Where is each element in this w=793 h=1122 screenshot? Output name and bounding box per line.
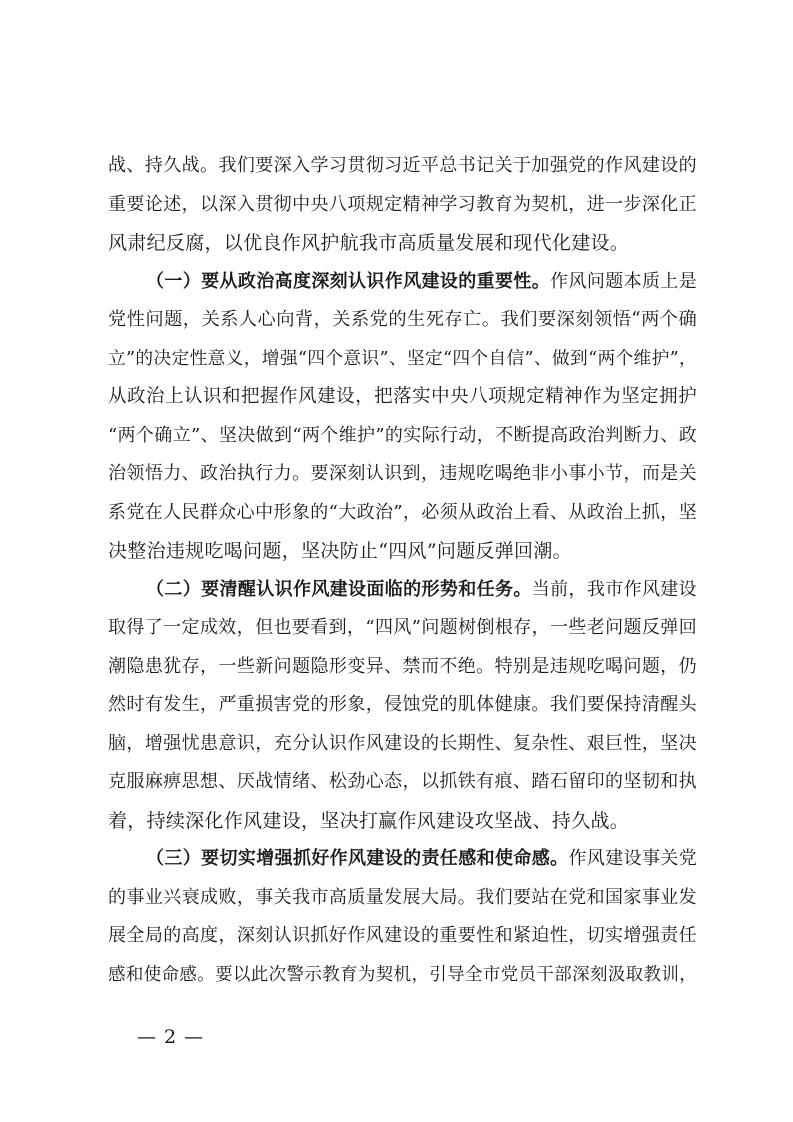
text-line: 取得了一定成效，但也要看到，“四风”问题树倒根存，一些老问题反弹回 bbox=[108, 617, 697, 638]
text-line: 重要论述，以深入贯彻中央八项规定精神学习教育为契机，进一步深化正 bbox=[108, 193, 697, 215]
text-line: 党性问题，关系人心向背，关系党的生死存亡。我们要深刻领悟“两个确 bbox=[108, 309, 697, 330]
text-line: 克服麻痹思想、厌战情绪、松劲心态，以抓铁有痕、踏石留印的坚韧和执 bbox=[108, 771, 697, 792]
text-line: 展全局的高度，深刻认识抓好作风建设的重要性和紧迫性，切实增强责任 bbox=[108, 925, 697, 946]
text-line: 风肃纪反腐，以优良作风护航我市高质量发展和现代化建设。 bbox=[108, 232, 630, 254]
text-line: 治领悟力、政治执行力。要深刻认识到，违规吃喝绝非小事小节，而是关 bbox=[108, 463, 697, 484]
text-line bbox=[108, 263, 697, 302]
text-run: 当前，我市作风建设 bbox=[531, 578, 697, 600]
section-heading: （三）要切实增强抓好作风建设的责任感和使命感。 bbox=[146, 848, 569, 869]
text-line: 立”的决定性意义，增强“四个意识”、坚定“四个自信”、做到“两个维护”， bbox=[108, 348, 698, 369]
text-line: “两个确立”、坚决做到“两个维护”的实际行动，不断提高政治判断力、政 bbox=[108, 424, 697, 446]
section-heading: （二）要清醒认识作风建设面临的形势和任务。 bbox=[146, 578, 532, 600]
text-line: 从政治上认识和把握作风建设，把落实中央八项规定精神作为坚定拥护 bbox=[108, 386, 697, 407]
page-number: — 2 — bbox=[137, 1026, 205, 1048]
section-heading: （一）要从政治高度深刻认识作风建设的重要性。 bbox=[146, 270, 551, 292]
text-line: 然时有发生，严重损害党的形象，侵蚀党的肌体健康。我们要保持清醒头 bbox=[108, 694, 697, 715]
paragraph-continuation bbox=[108, 147, 697, 263]
text-run: 作风建设事关党 bbox=[568, 848, 697, 869]
paragraph-section-2 bbox=[108, 571, 697, 841]
text-line: 系党在人民群众心中形象的“大政治”，必须从政治上看、从政治上抓，坚 bbox=[108, 501, 697, 523]
text-run: 作风问题本质上是 bbox=[550, 270, 697, 292]
paragraph-section-3 bbox=[108, 840, 697, 994]
document-body bbox=[108, 147, 697, 994]
text-line: 潮隐患犹存，一些新问题隐形变异、禁而不绝。特别是违规吃喝问题，仍 bbox=[108, 655, 697, 677]
text-line bbox=[108, 571, 697, 610]
text-line: 感和使命感。要以此次警示教育为契机，引导全市党员干部深刻汲取教训， bbox=[108, 964, 697, 985]
text-line: 决整治违规吃喝问题，坚决防止“四风”问题反弹回潮。 bbox=[108, 540, 572, 562]
paragraph-section-1 bbox=[108, 263, 697, 571]
text-line: 战、持久战。我们要深入学习贯彻习近平总书记关于加强党的作风建设的 bbox=[108, 155, 697, 176]
text-line: 脑，增强忧患意识，充分认识作风建设的长期性、复杂性、艰巨性，坚决 bbox=[108, 732, 697, 754]
text-line: 着，持续深化作风建设，坚决打赢作风建设攻坚战、持久战。 bbox=[108, 809, 630, 832]
text-line bbox=[108, 840, 697, 879]
text-line: 的事业兴衰成败，事关我市高质量发展大局。我们要站在党和国家事业发 bbox=[108, 886, 697, 908]
